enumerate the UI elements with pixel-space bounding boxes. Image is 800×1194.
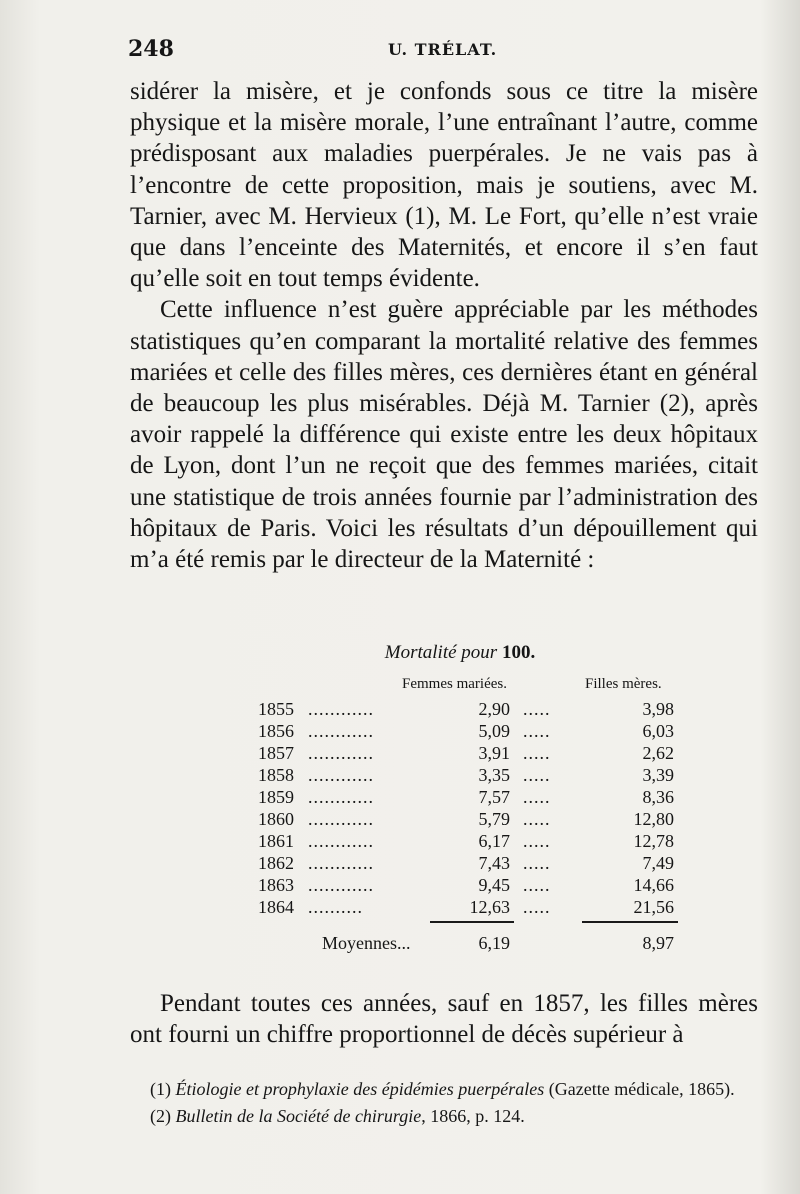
closing-text [130, 988, 758, 1050]
table-column-headers [240, 672, 720, 698]
row-leader-dots: ..... [523, 743, 551, 763]
row-leader-dots: ..... [523, 721, 551, 741]
row-leader-dots: ..... [523, 853, 551, 873]
row-year: 1863 [258, 875, 294, 895]
paragraph-3: Pendant toutes ces années, sauf en 1857, les filles mères ont fourni un chiffre proportionnel de décès supérieur à [130, 990, 758, 1049]
averages-row [240, 928, 720, 958]
row-value-married: 5,79 [478, 809, 510, 829]
table-row [240, 830, 720, 852]
footnote-title: Bulletin de la Société de chirurgie [175, 1106, 422, 1126]
row-year: 1860 [258, 809, 294, 829]
table-caption [200, 642, 720, 672]
row-value-married: 6,17 [478, 831, 510, 851]
row-leader-dots: ..... [523, 787, 551, 807]
row-value-unmarried: 21,56 [633, 897, 674, 917]
row-year: 1858 [258, 765, 294, 785]
averages-label: Moyennes... [322, 933, 411, 953]
table-rows [240, 698, 720, 918]
row-year: 1859 [258, 787, 294, 807]
table-caption-text: Mortalité pour [384, 642, 498, 663]
footnote-source: (Gazette médicale, 1865). [544, 1079, 735, 1099]
footnote-title: Étiologie et prophylaxie des épidémies puerpérales [175, 1079, 545, 1099]
row-leader-dots: ............ [308, 809, 374, 829]
row-leader-dots: .......... [308, 897, 363, 917]
total-rule-unmarried [582, 921, 678, 923]
running-head: U. TRÉLAT. [388, 40, 498, 59]
total-rules [240, 918, 720, 928]
body-text [130, 76, 758, 575]
column-header-unmarried: Filles mères. [585, 676, 662, 692]
row-value-unmarried: 8,36 [642, 787, 674, 807]
table-caption-number: 100. [501, 642, 536, 663]
row-leader-dots: ............ [308, 765, 374, 785]
row-leader-dots: ............ [308, 853, 374, 873]
table-row [240, 698, 720, 720]
table-row [240, 764, 720, 786]
row-value-married: 3,91 [478, 743, 510, 763]
table-row [240, 896, 720, 918]
row-year: 1864 [258, 897, 294, 917]
row-value-unmarried: 7,49 [642, 853, 674, 873]
column-header-married: Femmes mariées. [402, 676, 507, 692]
row-value-married: 5,09 [478, 721, 510, 741]
total-rule-married [430, 921, 514, 923]
row-value-unmarried: 2,62 [642, 743, 674, 763]
footnote-2 [130, 1103, 758, 1130]
row-year: 1857 [258, 743, 294, 763]
footnote-number: (2) [150, 1106, 171, 1126]
row-value-unmarried: 6,03 [642, 721, 674, 741]
average-married: 6,19 [478, 933, 510, 953]
row-value-unmarried: 14,66 [633, 875, 674, 895]
page-header [128, 36, 752, 66]
footnote-number: (1) [150, 1079, 171, 1099]
row-value-married: 3,35 [478, 765, 510, 785]
row-year: 1861 [258, 831, 294, 851]
footnotes [130, 1076, 758, 1130]
row-year: 1855 [258, 699, 294, 719]
paragraph-1: sidérer la misère, et je confonds sous ce titre la misère physique et la misère morale, l’une entraînant l’autre, comme prédisposant aux maladies puerpérales. Je ne vais pas à l’encontre de cette proposition, mais je soutiens, avec M. Tarnier, avec M. Hervieux (1), M. Le Fort, qu’elle n’est vraie que dans l’enceinte des Maternités, et encore il s’en faut qu’elle soit en tout temps évidente. [130, 78, 758, 293]
row-leader-dots: ..... [523, 875, 551, 895]
footnote-1 [130, 1076, 758, 1103]
table-row [240, 786, 720, 808]
row-value-married: 12,63 [469, 897, 510, 917]
row-leader-dots: ............ [308, 787, 374, 807]
row-leader-dots: ..... [523, 897, 551, 917]
row-value-married: 2,90 [478, 699, 510, 719]
table-row [240, 874, 720, 896]
mortality-table [240, 642, 720, 958]
row-leader-dots: ............ [308, 743, 374, 763]
row-leader-dots: ..... [523, 699, 551, 719]
row-value-married: 7,57 [478, 787, 510, 807]
average-unmarried: 8,97 [642, 933, 674, 953]
row-value-unmarried: 12,80 [633, 809, 674, 829]
footnote-source: , 1866, p. 124. [421, 1106, 525, 1126]
row-year: 1862 [258, 853, 294, 873]
row-leader-dots: ..... [523, 831, 551, 851]
table-row [240, 808, 720, 830]
row-leader-dots: ..... [523, 765, 551, 785]
row-value-married: 9,45 [478, 875, 510, 895]
row-leader-dots: ............ [308, 831, 374, 851]
row-leader-dots: ............ [308, 721, 374, 741]
table-row [240, 742, 720, 764]
row-value-married: 7,43 [478, 853, 510, 873]
row-value-unmarried: 3,39 [642, 765, 674, 785]
row-leader-dots: ............ [308, 699, 374, 719]
row-leader-dots: ............ [308, 875, 374, 895]
table-row [240, 720, 720, 742]
row-value-unmarried: 12,78 [633, 831, 674, 851]
row-year: 1856 [258, 721, 294, 741]
page-number: 248 [128, 36, 174, 62]
row-leader-dots: ..... [523, 809, 551, 829]
table-row [240, 852, 720, 874]
paragraph-2: Cette influence n’est guère appréciable par les méthodes statistiques qu’en comparant la mortalité relative des femmes mariées et celle des filles mères, ces dernières étant en général de beaucoup les plus misérables. Déjà M. Tarnier (2), après avoir rappelé la différence qui existe entre les deux hôpitaux de Lyon, dont l’un ne reçoit que des femmes mariées, citait une statistique de trois années fournie par l’administration des hôpitaux de Paris. Voici les résultats d’un dépouillement qui m’a été remis par le directeur de la Maternité : [130, 296, 758, 574]
row-value-unmarried: 3,98 [642, 699, 674, 719]
